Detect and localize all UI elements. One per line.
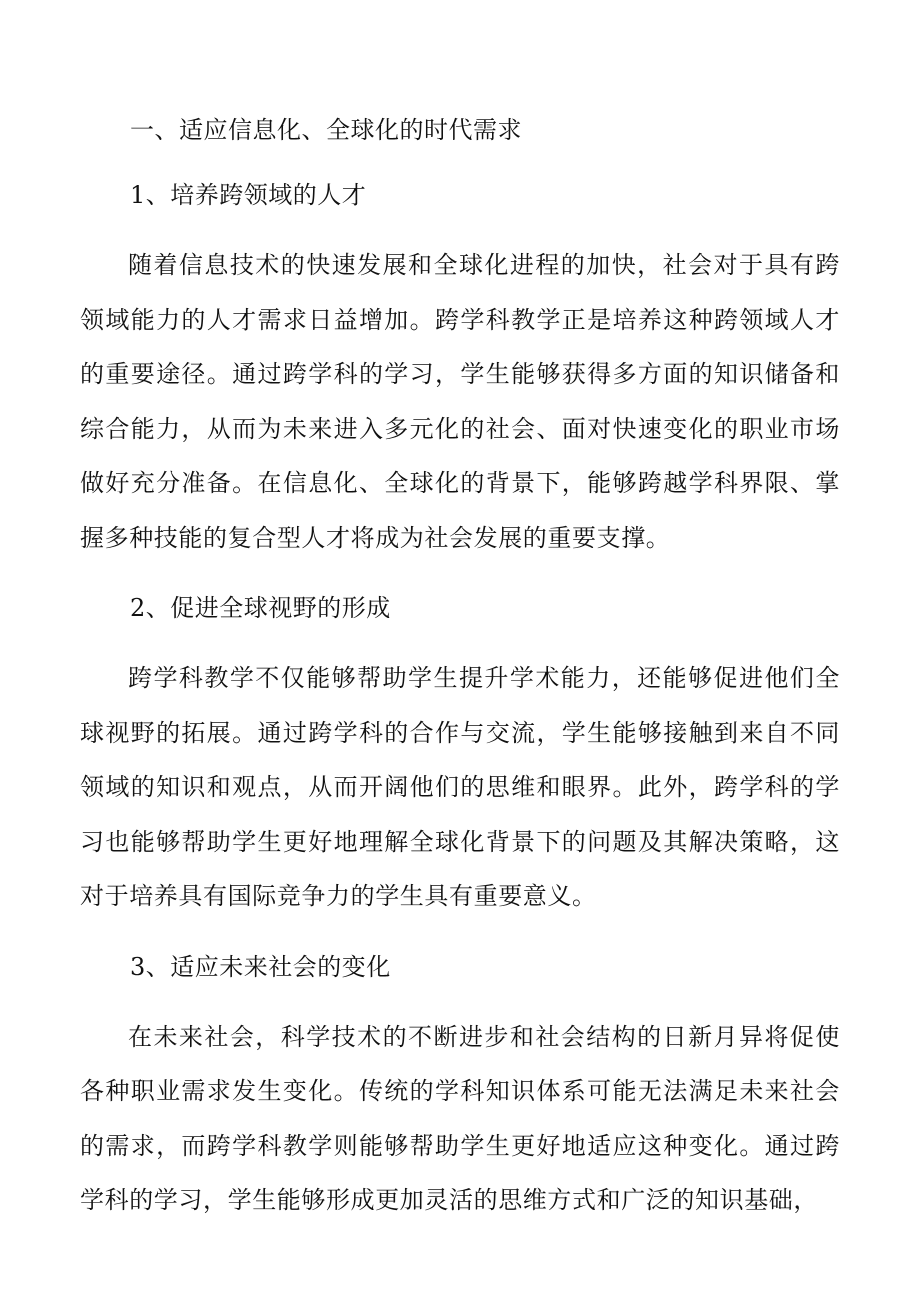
subsection-title-2: 2、促进全球视野的形成	[130, 594, 391, 622]
subsection-title-1: 1、培养跨领域的人才	[130, 181, 367, 209]
document-page	[80, 108, 840, 1249]
subsection-title-3: 3、适应未来社会的变化	[130, 952, 391, 981]
section-title: 一、适应信息化、全球化的时代需求	[130, 116, 522, 144]
paragraph-2: 跨学科教学不仅能够帮助学生提升学术能力，还能够促进他们全球视野的拓展。通过跨学科的合作与交流，学生能够接触到来自不同领域的知识和观点，从而开阔他们的思维和眼界。此外，跨学科的学习也能够帮助学生更好地理解全球化背景下的问题及其解决策略，这对于培养具有国际竞争力的学生具有重要意义。	[80, 664, 840, 910]
paragraph-1: 随着信息技术的快速发展和全球化进程的加快，社会对于具有跨领域能力的人才需求日益增加。跨学科教学正是培养这种跨领域人才的重要途径。通过跨学科的学习，学生能够获得多方面的知识储备和综合能力，从而为未来进入多元化的社会、面对快速变化的职业市场做好充分准备。在信息化、全球化的背景下，能够跨越学科界限、掌握多种技能的复合型人才将成为社会发展的重要支撑。	[80, 251, 840, 552]
paragraph-3: 在未来社会，科学技术的不断进步和社会结构的日新月异将促使各种职业需求发生变化。传统的学科知识体系可能无法满足未来社会的需求，而跨学科教学则能够帮助学生更好地适应这种变化。通过跨学科的学习，学生能够形成更加灵活的思维方式和广泛的知识基础，	[80, 1022, 840, 1214]
